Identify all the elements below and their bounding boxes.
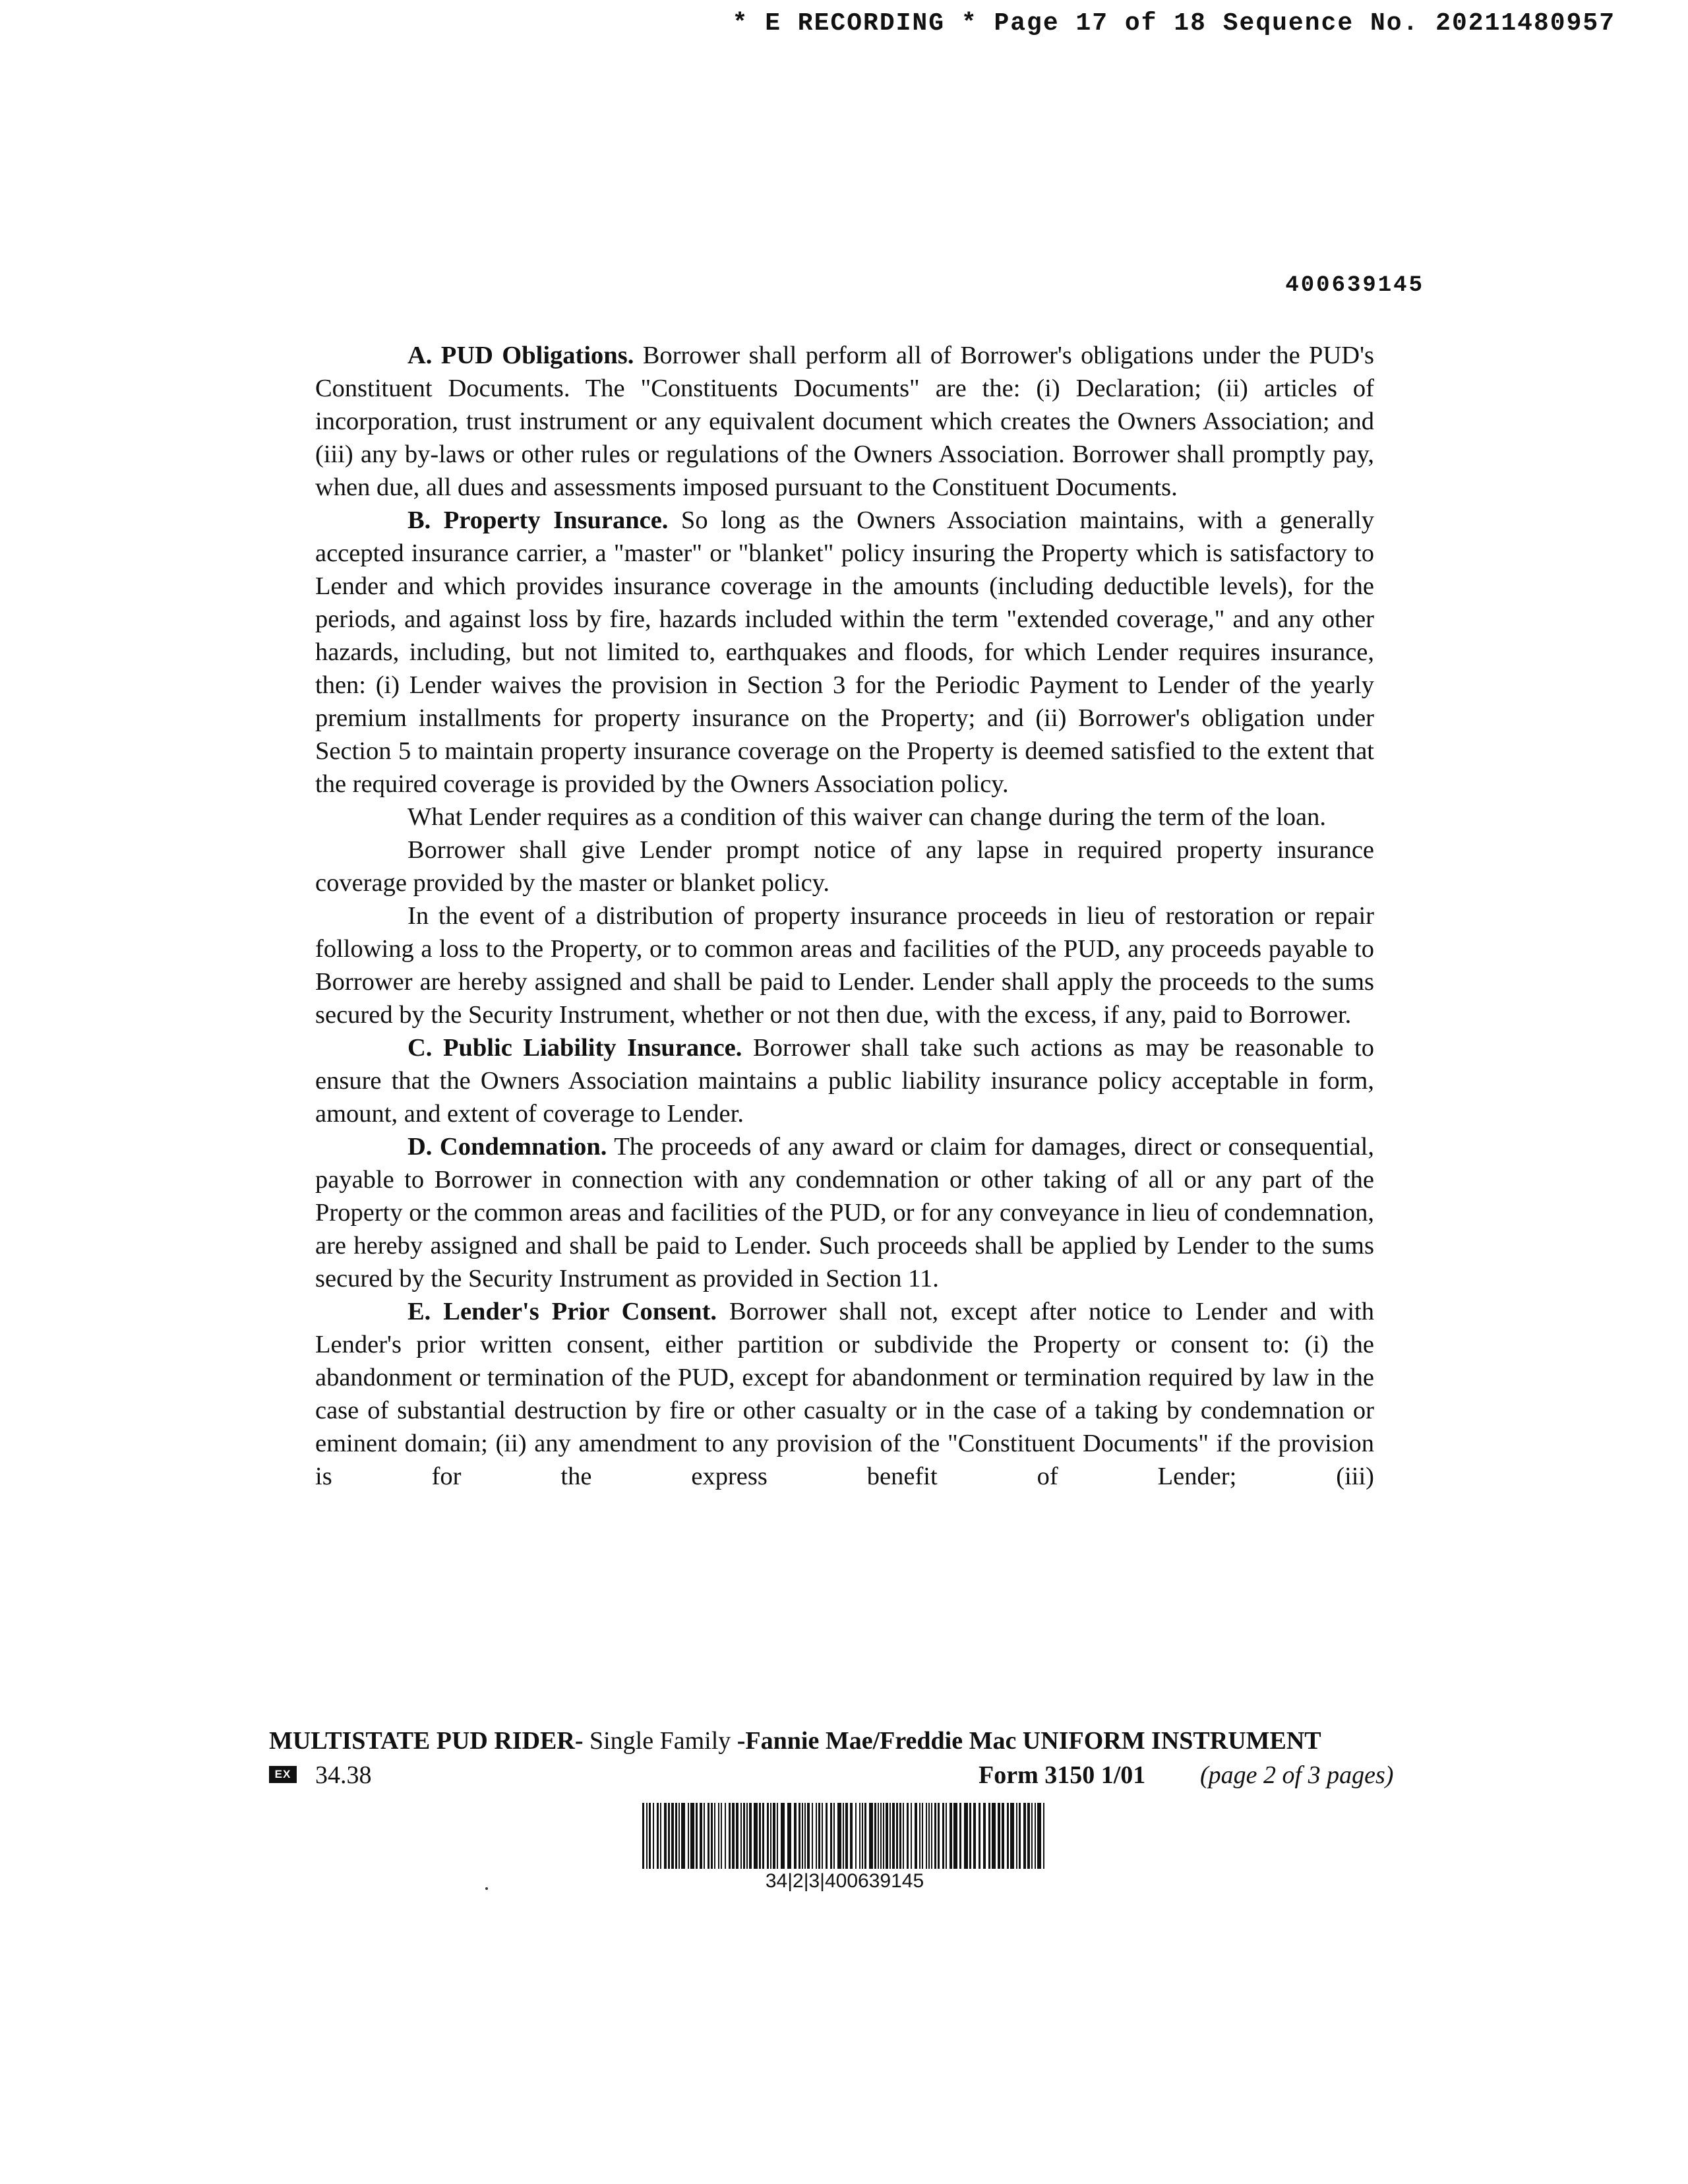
paragraph-prior-consent (315, 1295, 1374, 1493)
text-property-insurance: So long as the Owners Association maintains, with a generally accepted insurance carrier, a "master" or "blanket" policy insuring the Property which is satisfactory to Lender and which provides insurance coverage in the amounts (including deductible levels), for the periods, and against loss by fire, hazards included within the term "extended coverage," and any other hazards, including, but not limited to, earthquakes and floods, for which Lender requires insurance, then: (i) Lender waives the provision in Section 3 for the Periodic Payment to Lender of the yearly premium installments for property insurance on the Property; and (ii) Borrower's obligation under Section 5 to maintain property insurance coverage on the Property is deemed satisfied to the extent that the required coverage is provided by the Owners Association policy. (315, 506, 1374, 798)
heading-pud-obligations: A. PUD Obligations. (407, 342, 634, 369)
text-prior-consent: Borrower shall not, except after notice to Lender and with Lender's prior written consent, either partition or subdivide the Property or consent to: (i) the abandonment or termination of the PUD, except for abandonment or termination required by law in the case of substantial destruction by fire or other casualty or in the case of a taking by condemnation or eminent domain; (ii) any amendment to any provision of the "Constituent Documents" if the provision is for the express benefit of Lender; (iii) (315, 1298, 1374, 1490)
footer-title-rider: MULTISTATE PUD RIDER- (269, 1727, 584, 1755)
paragraph-pud-obligations (315, 339, 1374, 504)
paragraph-public-liability (315, 1031, 1374, 1130)
footer-title-instrument: -Fannie Mae/Freddie Mac UNIFORM INSTRUMENT (737, 1727, 1321, 1755)
text-public-liability: Borrower shall take such actions as may be reasonable to ensure that the Owners Association maintains a public liability insurance policy acceptable in form, amount, and extent of coverage to Lender. (315, 1034, 1375, 1128)
page-info: (page 2 of 3 pages) (1200, 1761, 1394, 1789)
form-number: Form 3150 1/01 (979, 1761, 1146, 1789)
paragraph-waiver-condition: What Lender requires as a condition of this waiver can change during the term of the loan. (407, 803, 1326, 831)
text-pud-obligations: Borrower shall perform all of Borrower's obligations under the PUD's Constituent Documents. The "Constituents Documents" are the: (i) Declaration; (ii) articles of incorporation, trust instrument or any equivalent document which creates the Owners Association; and (iii) any by-laws or other rules or regulations of the Owners Association. Borrower shall promptly pay, when due, all dues and assessments imposed pursuant to the Constituent Documents. (315, 342, 1374, 501)
heading-prior-consent: E. Lender's Prior Consent. (407, 1298, 717, 1325)
footer-title-family: Single Family (583, 1727, 737, 1755)
scan-speck (485, 1887, 488, 1890)
text-condemnation: The proceeds of any award or claim for damages, direct or consequential, payable to Borrower in connection with any condemnation or other taking of all or any part of the Property or the common areas and facilities of the PUD, or for any conveyance in lieu of condemnation, are hereby assigned and shall be paid to Lender. Such proceeds shall be applied by Lender to the sums secured by the Security Instrument as provided in Section 11. (315, 1133, 1374, 1292)
heading-public-liability: C. Public Liability Insurance. (407, 1034, 742, 1062)
barcode-text: 34|2|3|400639145 (765, 1870, 924, 1892)
recording-header: * E RECORDING * Page 17 of 18 Sequence No. 20211480957 (732, 9, 1615, 38)
ellie-mae-logo-icon: EX (269, 1766, 297, 1783)
footer-form-row (269, 1761, 1424, 1794)
heading-property-insurance: B. Property Insurance. (407, 506, 669, 534)
rider-body (315, 339, 1374, 1493)
heading-condemnation: D. Condemnation. (407, 1133, 607, 1161)
barcode-icon (642, 1803, 1047, 1869)
paragraph-property-insurance (315, 504, 1374, 801)
paragraph-condemnation (315, 1130, 1374, 1295)
form-code: 34.38 (315, 1761, 372, 1789)
loan-number: 400639145 (1285, 273, 1424, 298)
footer-title (269, 1726, 1377, 1755)
paragraph-lapse-notice: Borrower shall give Lender prompt notice of any lapse in required property insurance coverage provided by the master or blanket policy. (315, 836, 1374, 897)
paragraph-insurance-proceeds: In the event of a distribution of property insurance proceeds in lieu of restoration or repair following a loss to the Property, or to common areas and facilities of the PUD, any proceeds payable to Borrower are hereby assigned and shall be paid to Lender. Lender shall apply the proceeds to the sums secured by the Security Instrument, whether or not then due, with the excess, if any, paid to Borrower. (315, 902, 1374, 1029)
